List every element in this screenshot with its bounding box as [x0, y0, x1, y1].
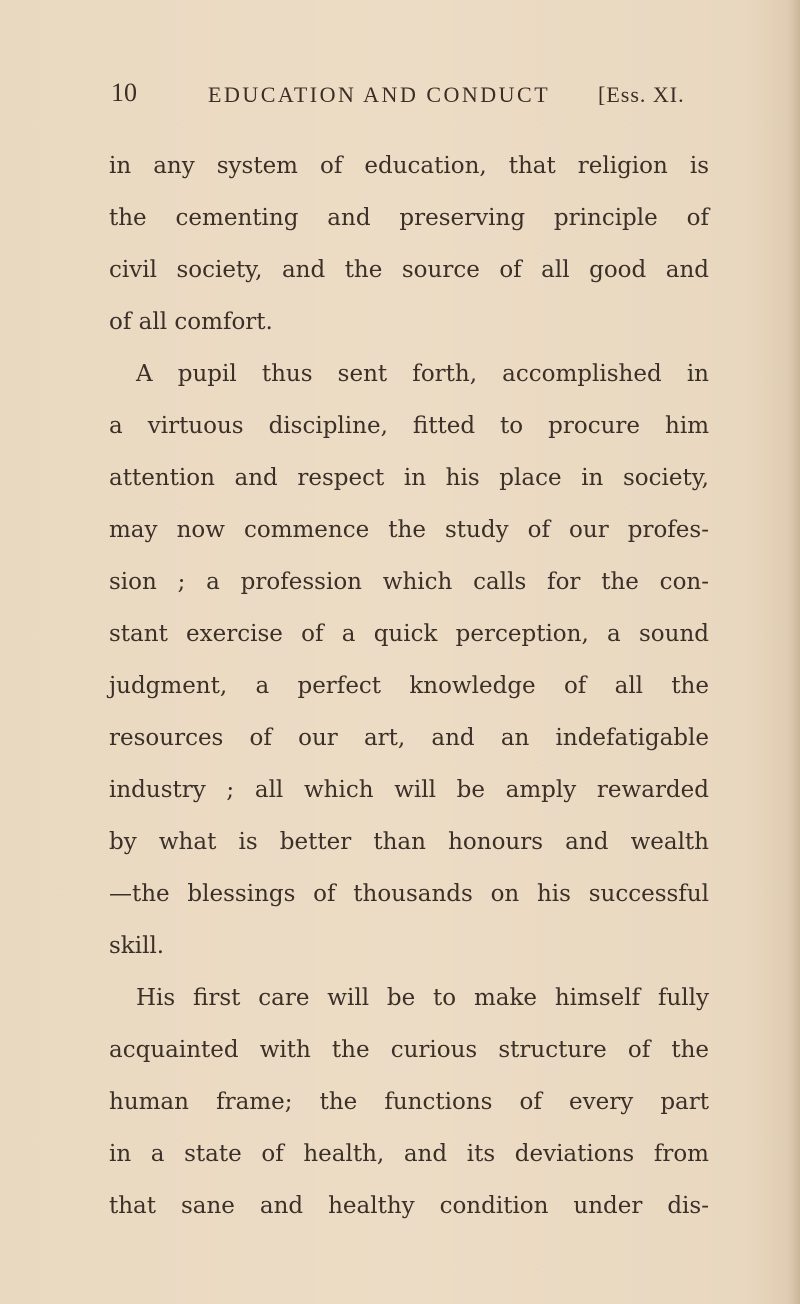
- text-line: that sane and healthy condition under dis-: [109, 1193, 709, 1219]
- text-line: —the blessings of thousands on his successful: [109, 881, 709, 907]
- section-reference: [Ess. XI.: [598, 82, 685, 107]
- text-line: human frame; the functions of every part: [109, 1089, 709, 1115]
- paragraph-start-line: A pupil thus sent forth, accomplished in: [136, 361, 709, 387]
- text-line: by what is better than honours and wealth: [109, 829, 709, 855]
- text-line: in any system of education, that religion is: [109, 153, 709, 179]
- text-line: resources of our art, and an indefatigable: [109, 725, 709, 751]
- text-line: a virtuous discipline, fitted to procure him: [109, 413, 709, 439]
- page-header: [0, 78, 800, 118]
- text-line: in a state of health, and its deviations from: [109, 1141, 709, 1167]
- text-line: civil society, and the source of all good and: [109, 257, 709, 283]
- running-head: EDUCATION AND CONDUCT: [208, 82, 551, 107]
- text-line: of all comfort.: [109, 309, 273, 335]
- text-line: judgment, a perfect knowledge of all the: [109, 673, 709, 699]
- text-line: stant exercise of a quick perception, a sound: [109, 621, 709, 647]
- text-line: the cementing and preserving principle of: [109, 205, 709, 231]
- paragraph-start-line: His first care will be to make himself fully: [136, 985, 709, 1011]
- text-line: may now commence the study of our profes-: [109, 517, 709, 543]
- body-text: [109, 140, 709, 1232]
- text-line: skill.: [109, 933, 165, 959]
- page-edge-shadow: [788, 0, 800, 1304]
- text-line: attention and respect in his place in society,: [109, 465, 709, 491]
- text-line: sion ; a profession which calls for the con-: [109, 569, 709, 595]
- text-line: acquainted with the curious structure of the: [109, 1037, 709, 1063]
- text-line: industry ; all which will be amply rewarded: [109, 777, 709, 803]
- page-number: 10: [111, 78, 137, 107]
